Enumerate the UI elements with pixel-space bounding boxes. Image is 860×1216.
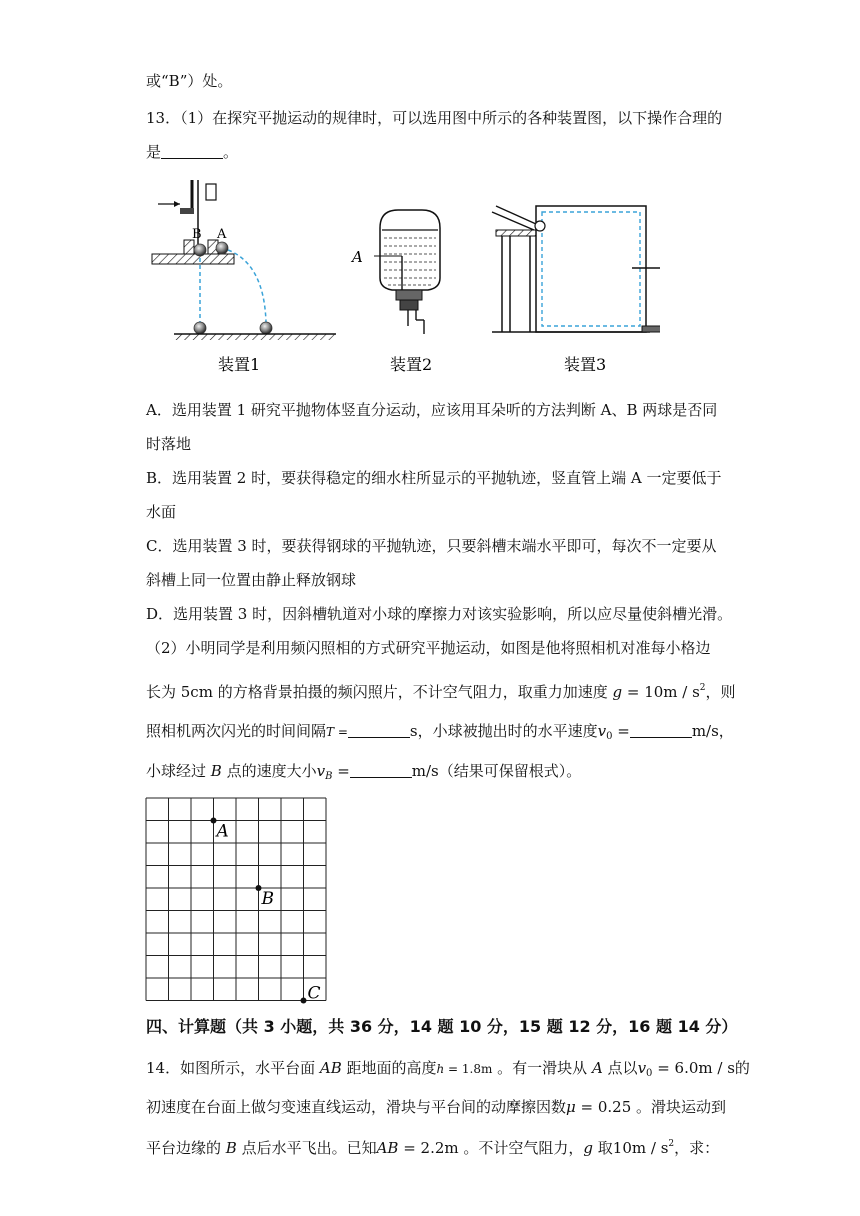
grid-label-b: B (261, 889, 274, 909)
q14-line1: 14．如图所示，水平台面 AB 距地面的高度h = 1.8m 。有一滑块从 A 点以$v_0 = 6.0m / s$的 (146, 1059, 750, 1079)
device-3 (492, 206, 660, 372)
q13-part2-line1: （2）小明同学是利用频闪照相的方式研究平抛运动，如图是他将照相机对准每小格边 (146, 639, 711, 657)
q14-line2: 初速度在台面上做匀变速直线运动，滑块与平台间的动摩擦因数μ = 0.25 。滑块运动到 (146, 1098, 727, 1116)
answer-blank-v0 (630, 723, 692, 738)
option-d-line: D．选用装置 3 时，因斜槽轨道对小球的摩擦力对该实验影响，所以应尽量使斜槽光滑。 (146, 605, 733, 623)
caption-device2: 装置2 (390, 355, 433, 372)
caption-device1: 装置1 (218, 355, 261, 372)
option-b-line1: B．选用装置 2 时，要获得稳定的细水柱所显示的平抛轨迹，竖直管上端 A 一定要低于 (146, 469, 722, 487)
q13-part2-line4: 小球经过 B 点的速度大小$v_B = m/s$（结果可保留根式）。 (146, 762, 582, 782)
option-c-line2: 斜槽上同一位置由静止释放钢球 (146, 571, 357, 589)
device-1 (152, 180, 336, 372)
option-c-line1: C．选用装置 3 时，要获得钢球的平抛轨迹，只要斜槽末端水平即可，每次不一定要从 (146, 537, 717, 555)
grid-label-c: C (307, 983, 321, 1004)
device-2 (350, 210, 440, 372)
label-a-device2: A (352, 248, 363, 266)
q13-part1-line1: 13．（1）在探究平抛运动的规律时，可以选用图中所示的各种装置图，以下操作合理的 (146, 109, 723, 127)
option-b-line2: 水面 (146, 503, 177, 521)
flash-photo-grid (144, 796, 334, 1006)
q13-part2-line3: 照相机两次闪光的时间间隔T = s，小球被抛出时的水平速度$v_0 = m/s$， (146, 722, 734, 742)
answer-blank-vb (350, 763, 412, 778)
q13-part1-line2: 是 。 (146, 143, 239, 161)
answer-blank (161, 144, 223, 159)
q13-part2-line2: 长为 5cm 的方格背景拍摄的频闪照片，不计空气阻力，取重力加速度 $g = 10m / s^2$，则 (146, 683, 736, 701)
grid-point-c (301, 998, 307, 1004)
intro-line: 或“B”）处。 (146, 72, 233, 90)
apparatus-figure (140, 172, 660, 372)
q14-line3: 平台边缘的 B 点后水平飞出。已知AB = 2.2m 。不计空气阻力，g 取$10m / s^2$，求： (146, 1139, 720, 1157)
option-a-line2: 时落地 (146, 435, 192, 453)
caption-device3: 装置3 (564, 355, 607, 372)
label-a-device1: A (217, 227, 227, 242)
answer-blank-t (348, 723, 410, 738)
grid-label-a: A (216, 821, 229, 842)
option-a-line1: A．选用装置 1 研究平抛物体竖直分运动，应该用耳朵听的方法判断 A、B 两球是否同 (146, 401, 718, 419)
label-b-device1: B (192, 227, 202, 242)
section-4-title: 四、计算题（共 3 小题，共 36 分，14 题 10 分，15 题 12 分，16 题 14 分） (146, 1017, 738, 1036)
